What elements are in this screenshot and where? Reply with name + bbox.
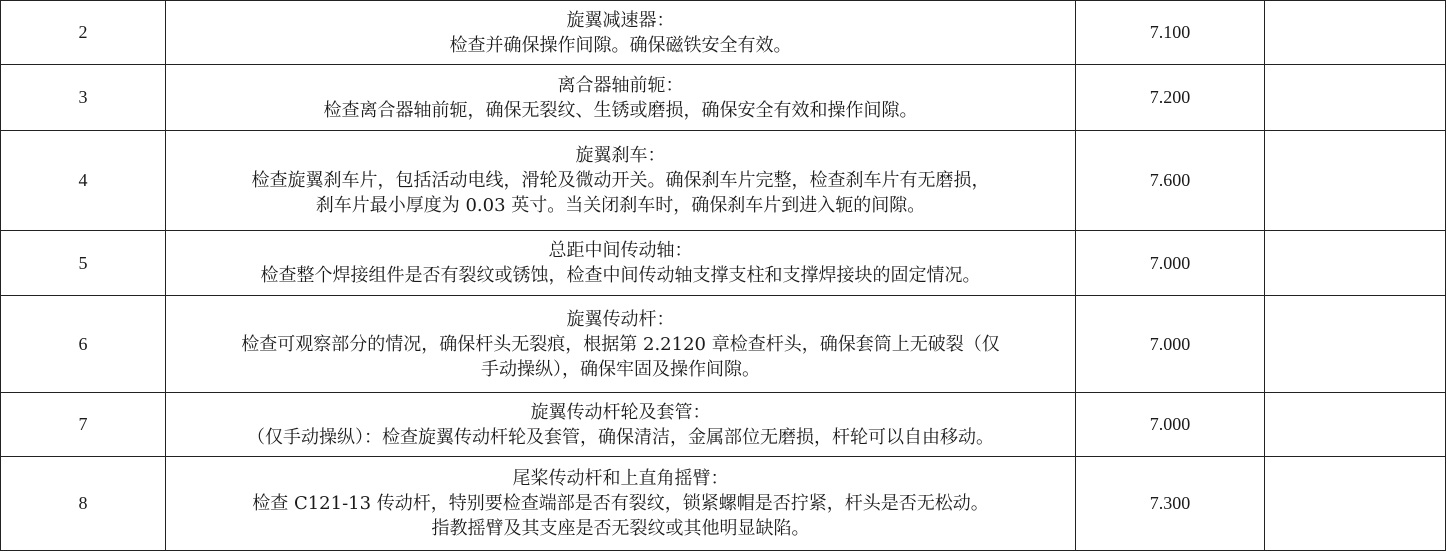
table-row: [1, 296, 1446, 393]
item-reference: 7.200: [1076, 65, 1265, 131]
item-detail: 指教摇臂及其支座是否无裂纹或其他明显缺陷。: [431, 518, 810, 539]
table-row: [1, 457, 1446, 551]
item-title: 旋翼减速器：: [566, 9, 675, 31]
table-row: [1, 1, 1446, 65]
item-number: 2: [1, 1, 166, 65]
inspection-table-body: [1, 1, 1446, 551]
item-description: [166, 65, 1076, 131]
table-row: [1, 393, 1446, 457]
item-check-cell: [1265, 393, 1446, 457]
item-check-cell: [1265, 1, 1446, 65]
item-number: 3: [1, 65, 166, 131]
item-detail: 刹车片最小厚度为 0.03 英寸。当关闭刹车时，确保刹车片到进入轭的间隙。: [315, 195, 926, 216]
item-check-cell: [1265, 231, 1446, 296]
table-row: [1, 65, 1446, 131]
table-row: [1, 231, 1446, 296]
item-detail: 检查可观察部分的情况，确保杆头无裂痕，根据第 2.2120 章检查杆头，确保套筒上无破裂（仅: [241, 333, 1000, 355]
item-title: 总距中间传动轴：: [548, 240, 693, 261]
item-detail: 检查离合器轴前轭，确保无裂纹、生锈或磨损，确保安全有效和操作间隙。: [323, 99, 918, 121]
item-number: 4: [1, 131, 166, 231]
item-reference: 7.600: [1076, 131, 1265, 231]
item-title: 旋翼刹车：: [575, 145, 666, 166]
item-description: [166, 296, 1076, 393]
item-title: 离合器轴前轭：: [557, 74, 684, 96]
table-row: [1, 131, 1446, 231]
item-reference: 7.000: [1076, 393, 1265, 457]
item-description: [166, 393, 1076, 457]
item-number: 7: [1, 393, 166, 457]
item-check-cell: [1265, 131, 1446, 231]
item-detail: 检查整个焊接组件是否有裂纹或锈蚀，检查中间传动轴支撑支柱和支撑焊接块的固定情况。: [260, 265, 981, 286]
item-reference: 7.000: [1076, 296, 1265, 393]
item-number: 5: [1, 231, 166, 296]
item-detail: 手动操纵），确保牢固及操作间隙。: [481, 358, 760, 380]
item-description: [166, 1, 1076, 65]
item-description: [166, 457, 1076, 551]
item-check-cell: [1265, 65, 1446, 131]
item-check-cell: [1265, 296, 1446, 393]
item-reference: 7.100: [1076, 1, 1265, 65]
item-number: 8: [1, 457, 166, 551]
item-detail: 检查旋翼刹车片，包括活动电线，滑轮及微动开关。确保刹车片完整，检查刹车片有无磨损，: [251, 170, 990, 191]
item-description: [166, 231, 1076, 296]
item-detail: 检查并确保操作间隙。确保磁铁安全有效。: [449, 34, 792, 56]
item-number: 6: [1, 296, 166, 393]
item-check-cell: [1265, 457, 1446, 551]
item-reference: 7.300: [1076, 457, 1265, 551]
item-detail: 检查 C121-13 传动杆，特别要检查端部是否有裂纹，锁紧螺帽是否拧紧，杆头是否无松动。: [252, 493, 989, 514]
item-reference: 7.000: [1076, 231, 1265, 296]
item-detail: （仅手动操纵）：检查旋翼传动杆轮及套管，确保清洁，金属部位无磨损，杆轮可以自由移动。: [247, 426, 994, 448]
item-description: [166, 131, 1076, 231]
item-title: 旋翼传动杆轮及套管：: [530, 401, 711, 423]
item-title: 旋翼传动杆：: [566, 308, 675, 330]
item-title: 尾桨传动杆和上直角摇臂：: [512, 468, 729, 489]
